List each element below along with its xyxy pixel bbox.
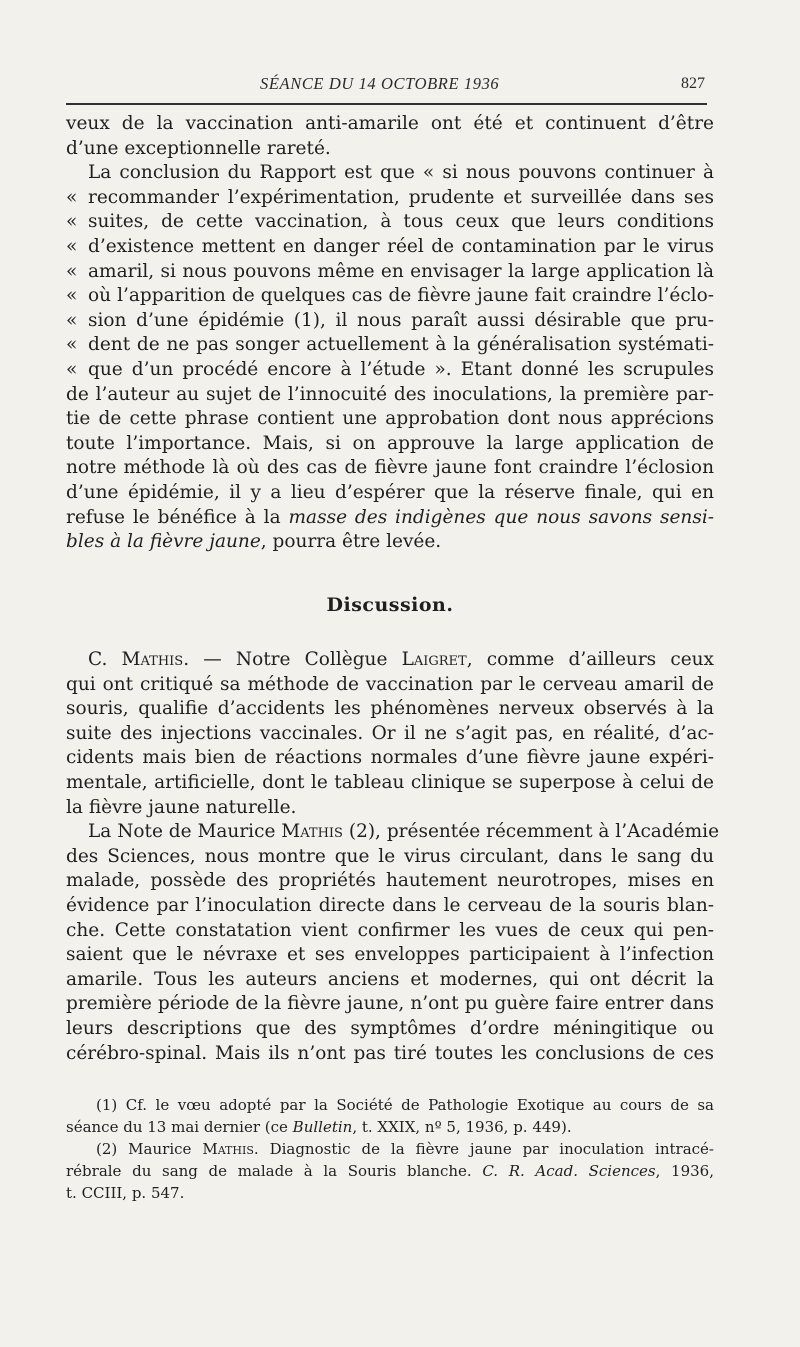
text-line: che. Cette constatation vient confirmer les vues de ceux qui pen-	[66, 919, 714, 941]
quote-text: d’existence mettent en danger réel de contamination par le virus	[88, 235, 714, 257]
quote-line	[66, 235, 714, 260]
text-segment: rébrale du sang de malade à la Souris blanche.	[66, 1162, 483, 1180]
italic-segment: C. R. Acad. Sciences	[482, 1162, 656, 1180]
quote-line	[66, 186, 714, 211]
quote-line	[66, 333, 714, 358]
text-line: qui ont critiqué sa méthode de vaccination par le cerveau amaril de	[66, 673, 714, 695]
text-line	[66, 648, 714, 673]
text-line: d’une exceptionnelle rareté.	[66, 137, 331, 159]
footnote-line	[66, 1138, 714, 1160]
quote-line	[66, 358, 714, 383]
text-segment: (2), présentée récemment à l’Académie	[342, 821, 720, 843]
text-segment: , 1936,	[655, 1162, 714, 1180]
quote-mark: «	[66, 285, 78, 307]
quote-mark: «	[66, 358, 78, 380]
text-segment: , pourra être levée.	[260, 531, 442, 553]
text-line: mentale, artificielle, dont le tableau clinique se superpose à celui de	[66, 771, 714, 793]
page-number: 827	[681, 75, 705, 92]
text-line	[66, 506, 714, 531]
text-segment: . Diagnostic de la fièvre jaune par inoculation intracé-	[253, 1140, 715, 1158]
text-line: cidents mais bien de réactions normales d’une fièvre jaune expéri-	[66, 747, 714, 769]
footnote-line: (1) Cf. le vœu adopté par la Société de Pathologie Exotique au cours de sa	[96, 1096, 714, 1114]
header-rule	[66, 103, 707, 105]
discussion-heading: Discussion.	[326, 594, 454, 616]
text-segment: refuse le bénéfice à la	[66, 506, 289, 528]
main-text	[66, 112, 714, 555]
footnote-line	[66, 1116, 714, 1138]
page-header	[66, 74, 707, 100]
text-line: notre méthode là où des cas de fièvre jaune font craindre l’éclosion	[66, 457, 714, 479]
italic-segment: Bulletin	[292, 1118, 353, 1136]
text-line: de l’auteur au sujet de l’innocuité des inoculations, la première par-	[66, 383, 714, 405]
text-line: des Sciences, nous montre que le virus circulant, dans le sang du	[66, 845, 714, 867]
quote-text: sion d’une épidémie (1), il nous paraît aussi désirable que pru-	[88, 309, 714, 331]
footnotes	[66, 1094, 714, 1204]
text-line: amarile. Tous les auteurs anciens et modernes, qui ont décrit la	[66, 968, 714, 990]
text-segment: , comme d’ailleurs ceux	[466, 649, 714, 670]
quote-mark: «	[66, 309, 78, 331]
text-segment: La Note de Maurice	[88, 821, 282, 843]
quote-mark: «	[66, 260, 78, 282]
quote-text: recommander l’expérimentation, prudente et surveillée dans ses	[88, 186, 714, 208]
quote-mark: «	[66, 235, 78, 257]
quote-text: suites, de cette vaccination, à tous ceux que leurs conditions	[88, 211, 714, 233]
text-line: veux de la vaccination anti-amarile ont été et continuent d’être	[66, 113, 714, 134]
quote-line	[66, 284, 714, 309]
quote-line	[66, 260, 714, 285]
quote-text: que d’un procédé encore à l’étude ». Etant donné les scrupules	[88, 358, 714, 380]
quote-line	[66, 210, 714, 235]
text-line: La conclusion du Rapport est que « si nous pouvons continuer à	[88, 162, 714, 184]
text-line: toute l’importance. Mais, si on approuve la large application de	[66, 432, 714, 454]
text-line	[66, 530, 714, 555]
text-line: première période de la fièvre jaune, n’ont pu guère faire entrer dans	[66, 993, 714, 1015]
discussion-text	[66, 648, 720, 1066]
italic-segment: bles à la fièvre jaune	[66, 531, 261, 553]
person-name: Laigret	[401, 649, 467, 670]
text-line: malade, possède des propriétés hautement neurotropes, mises en	[66, 870, 714, 892]
text-segment: , t. XXIX, nº 5, 1936, p. 449).	[352, 1118, 572, 1136]
text-segment: — Notre Collègue	[189, 649, 402, 670]
text-line: tie de cette phrase contient une approbation dont nous apprécions	[66, 408, 714, 430]
quote-text: dent de ne pas songer actuellement à la généralisation systémati-	[88, 334, 714, 356]
text-line: saient que le névraxe et ses enveloppes participaient à l’infection	[66, 944, 714, 966]
text-segment: séance du 13 mai dernier (ce	[66, 1118, 293, 1136]
author-name: C. Mathis.	[88, 649, 190, 670]
footnote-line: t. CCIII, p. 547.	[66, 1184, 185, 1202]
person-name: Mathis	[202, 1140, 254, 1158]
running-head: SÉANCE DU 14 OCTOBRE 1936	[260, 74, 500, 93]
quote-mark: «	[66, 211, 78, 233]
text-segment: (2) Maurice	[96, 1140, 203, 1158]
quote-mark: «	[66, 186, 78, 208]
quote-mark: «	[66, 334, 78, 356]
text-line	[66, 820, 720, 845]
quote-text: amaril, si nous pouvons même en envisager la large application là	[88, 260, 714, 282]
text-line: d’une épidémie, il y a lieu d’espérer que la réserve finale, qui en	[66, 481, 714, 503]
quote-text: où l’apparition de quelques cas de fièvre jaune fait craindre l’éclo-	[88, 285, 714, 307]
person-name: Mathis	[281, 821, 343, 843]
text-line: cérébro-spinal. Mais ils n’ont pas tiré toutes les conclusions de ces	[66, 1042, 714, 1064]
text-line: souris, qualifie d’accidents les phénomènes nerveux observés à la	[66, 698, 714, 720]
footnote-line	[66, 1160, 714, 1182]
italic-segment: masse des indigènes que nous savons sensi-	[288, 506, 714, 528]
quote-line	[66, 309, 714, 334]
text-line: leurs descriptions que des symptômes d’ordre méningitique ou	[66, 1017, 714, 1039]
text-line: suite des injections vaccinales. Or il ne s’agit pas, en réalité, d’ac-	[66, 722, 714, 744]
text-line: la fièvre jaune naturelle.	[66, 796, 297, 818]
text-line: évidence par l’inoculation directe dans le cerveau de la souris blan-	[66, 894, 714, 916]
